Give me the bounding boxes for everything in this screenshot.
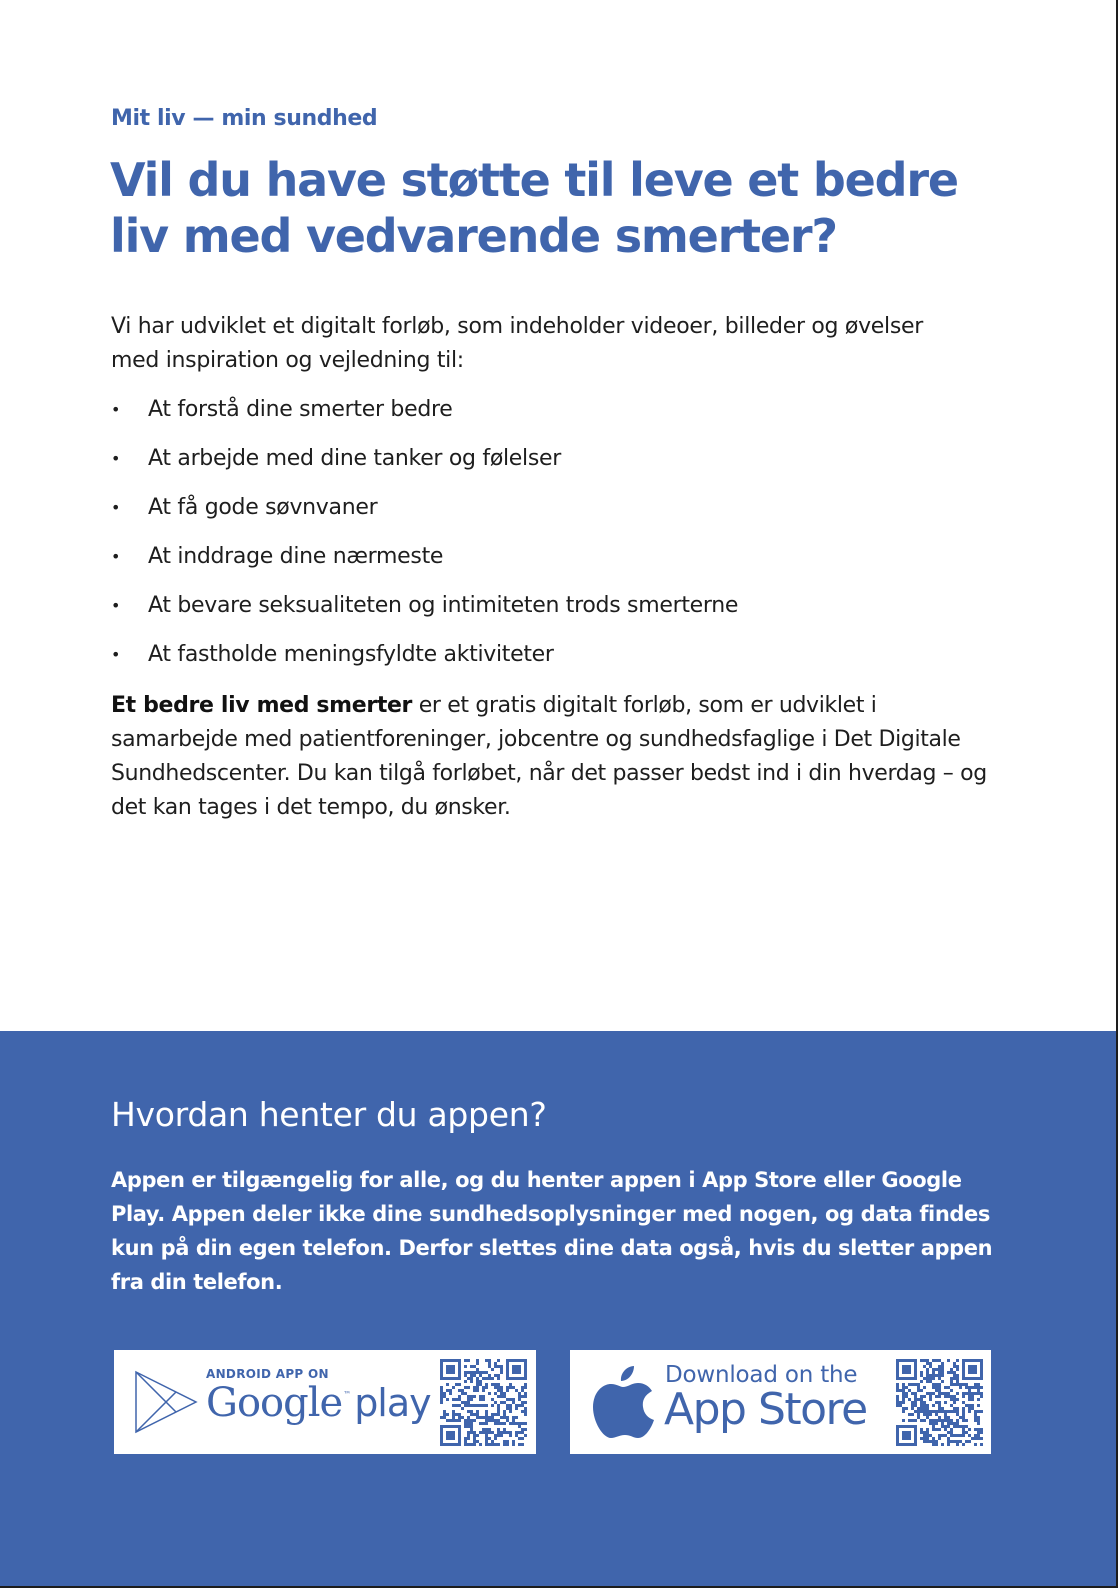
google-brand-text: Google — [206, 1380, 343, 1426]
list-item — [111, 393, 991, 442]
bullet-icon: • — [111, 400, 121, 419]
list-item-text: At inddrage dine nærmeste — [148, 544, 444, 569]
download-description: Appen er tilgængelig for alle, og du henter appen i App Store eller Google Play. Appen deler ikke dine sundhedsoplysninger med nogen, og data findes kun på din egen telefon. Derfor slettes dine data også, hvis du sletter appen fra din telefon. — [111, 1168, 993, 1294]
google-play-qr-code-icon — [440, 1359, 527, 1446]
bullet-icon: • — [111, 645, 121, 664]
bullet-icon: • — [111, 498, 121, 517]
program-description — [111, 689, 991, 825]
list-item-text: At arbejde med dine tanker og følelser — [148, 446, 561, 471]
page-title: Vil du have støtte til leve et bedre liv med vedvarende smerter? — [110, 153, 958, 263]
play-text: play — [354, 1381, 431, 1425]
list-item-text: At fastholde meningsfyldte aktiviteter — [148, 642, 554, 667]
list-item — [111, 540, 991, 589]
list-item — [111, 491, 991, 540]
bullet-icon: • — [111, 449, 121, 468]
google-play-wordmark — [206, 1380, 431, 1426]
list-item-text: At forstå dine smerter bedre — [148, 397, 453, 422]
google-play-caption: ANDROID APP ON — [206, 1367, 329, 1381]
list-item-text: At få gode søvnvaner — [148, 495, 378, 520]
topic-list — [111, 393, 991, 687]
apple-logo-icon — [590, 1362, 656, 1446]
app-store-wordmark: App Store — [664, 1384, 867, 1435]
program-description-text: er et gratis digitalt forløb, som er udviklet i samarbejde med patientforeninger, jobcentre og sundhedsfaglige i Det Digitale Sundhedscenter. Du kan tilgå forløbet, når det passer bedst ind i din hverdag – og det kan tages i det tempo, du ønsker. — [111, 693, 987, 820]
app-store-qr-code-icon — [896, 1359, 983, 1446]
app-store-caption: Download on the — [665, 1362, 858, 1388]
list-item — [111, 638, 991, 687]
bullet-icon: • — [111, 596, 121, 615]
google-play-badge[interactable] — [114, 1350, 536, 1454]
intro-paragraph: Vi har udviklet et digitalt forløb, som indeholder videoer, billeder og øvelser med inspiration og vejledning til: — [111, 314, 923, 373]
kicker-heading: Mit liv — min sundhed — [111, 106, 378, 131]
trademark-symbol: ™ — [343, 1390, 351, 1399]
bullet-icon: • — [111, 547, 121, 566]
app-store-badge[interactable] — [570, 1350, 991, 1454]
list-item-text: At bevare seksualiteten og intimiteten trods smerterne — [148, 593, 739, 618]
list-item — [111, 589, 991, 638]
program-name: Et bedre liv med smerter — [111, 693, 413, 718]
list-item — [111, 442, 991, 491]
google-play-triangle-icon — [134, 1370, 198, 1438]
download-section — [0, 1031, 1116, 1586]
download-heading: Hvordan henter du appen? — [111, 1095, 547, 1134]
